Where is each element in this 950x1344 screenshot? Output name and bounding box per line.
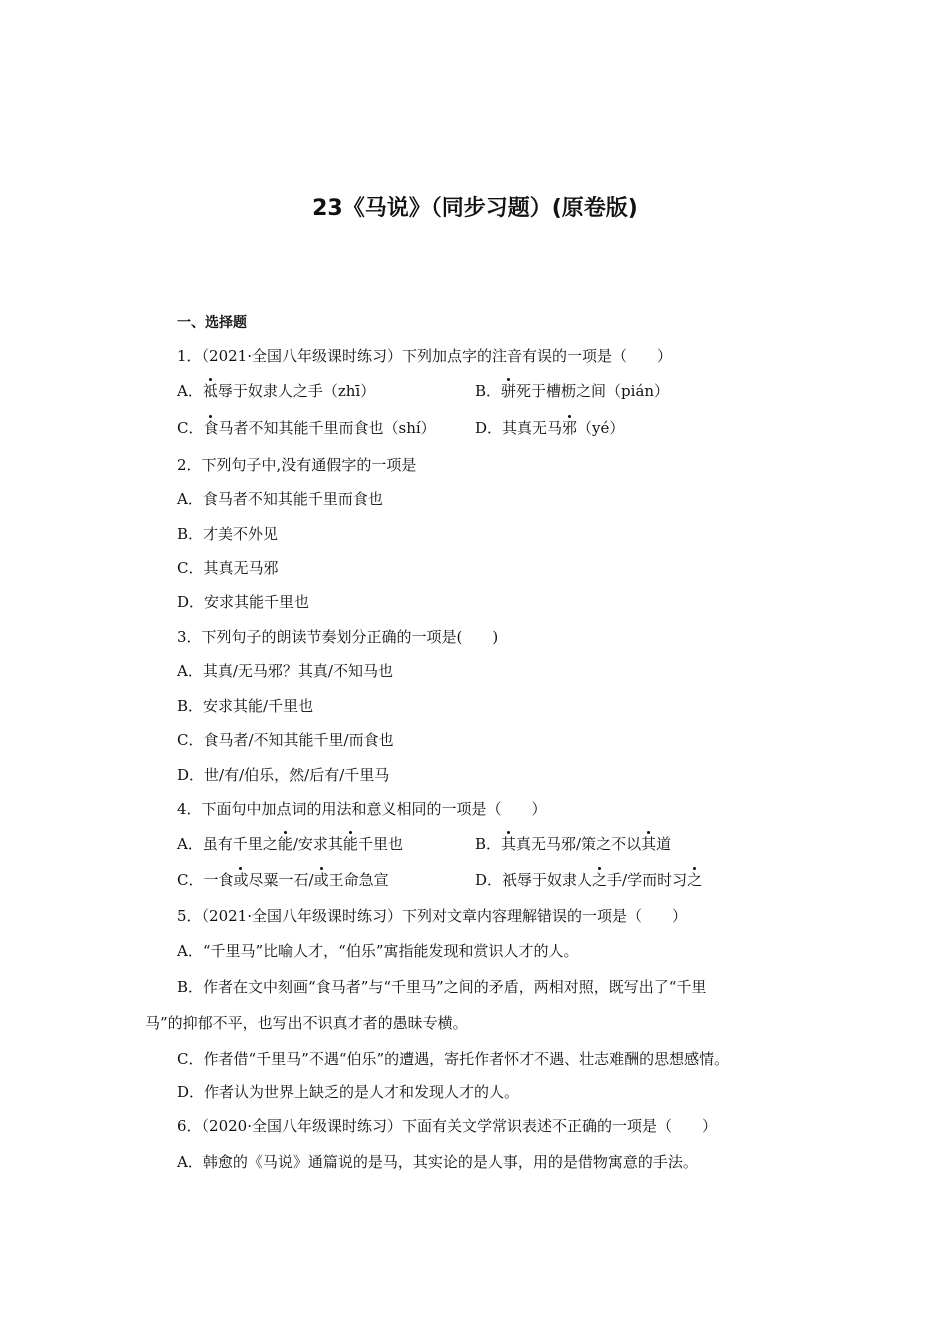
q4-c-text-3: 王命急宣 (328, 871, 389, 889)
q4-b-dotted-1: 其 (501, 835, 517, 853)
q4-a-text-3: 千里也 (357, 835, 403, 853)
q1-b-prefix: B． (475, 382, 502, 400)
q1-b-dotted-char: 骈 (501, 382, 517, 400)
q4-d-text-2: 手/学而时习 (607, 871, 688, 889)
q3-option-d: D．世/有/伯乐，然/后有/千里马 (177, 766, 390, 784)
q4-a-dotted-2: 能 (342, 835, 358, 853)
q1-a-dotted-char: 祗 (202, 382, 218, 400)
q4-a-text-1: A．虽有千里之 (177, 835, 278, 853)
q5-stem: 5．（2021·全国八年级课时练习）下列对文章内容理解错误的一项是（ ） (177, 907, 687, 925)
q2-option-a: A．食马者不知其能千里而食也 (177, 490, 383, 508)
q5-option-a: A．“千里马”比喻人才，“伯乐”寓指能发现和赏识人才的人。 (177, 942, 579, 960)
q1-option-c (177, 418, 436, 438)
q4-stem: 4．下面句中加点词的用法和意义相同的一项是（ ） (177, 800, 547, 818)
q2-option-b: B．才美不外见 (177, 525, 279, 543)
q2-option-d: D．安求其能千里也 (177, 593, 310, 611)
q1-d-rest: （yé） (577, 419, 625, 437)
q1-c-dotted-char: 食 (203, 419, 219, 437)
section-heading: 一、选择题 (177, 315, 247, 331)
q1-b-rest: 死于槽枥之间（pián） (516, 382, 670, 400)
q6-option-a: A．韩愈的《马说》通篇说的是马，其实论的是人事，用的是借物寓意的手法。 (177, 1153, 698, 1171)
q4-option-c (177, 870, 389, 890)
q4-option-a (177, 834, 403, 854)
q4-c-text-2: 尽粟一石/ (248, 871, 314, 889)
q4-d-dotted-2: 之 (687, 871, 703, 889)
q4-d-dotted-1: 之 (592, 871, 608, 889)
q5-option-b-line1: B．作者在文中刻画“食马者”与“千里马”之间的矛盾，两相对照，既写出了“千里 (177, 978, 707, 996)
q6-stem: 6．（2020·全国八年级课时练习）下面有关文学常识表述不正确的一项是（ ） (177, 1117, 717, 1135)
q4-d-text-1: D．祇辱于奴隶人 (475, 871, 593, 889)
q4-option-b (475, 834, 671, 854)
q3-option-c: C．食马者/不知其能千里/而食也 (177, 731, 394, 749)
q3-option-b: B．安求其能/千里也 (177, 697, 314, 715)
q1-a-rest: 辱于奴隶人之手（zhī） (217, 382, 376, 400)
q5-option-d: D．作者认为世界上缺乏的是人才和发现人才的人。 (177, 1083, 520, 1101)
q2-option-c: C．其真无马邪 (177, 559, 279, 577)
q1-option-a (177, 381, 375, 401)
q4-c-text-1: C．一食 (177, 871, 234, 889)
q1-stem: 1．（2021·全国八年级课时练习）下列加点字的注音有误的一项是（ ） (177, 347, 672, 365)
q2-stem: 2．下列句子中,没有通假字的一项是 (177, 456, 417, 474)
q3-option-a: A．其真/无马邪？其真/不知马也 (177, 662, 393, 680)
q4-a-dotted-1: 能 (277, 835, 293, 853)
q1-d-prefix: D．其真无马 (475, 419, 563, 437)
q3-stem: 3．下列句子的朗读节奏划分正确的一项是( ) (177, 628, 499, 646)
q4-b-text-2: 真无马邪/策之不以 (516, 835, 642, 853)
q4-b-text-3: 道 (656, 835, 672, 853)
q1-option-b (475, 381, 669, 401)
page-title: 23《马说》（同步习题）(原卷版) (312, 196, 638, 221)
q4-b-text-1: B． (475, 835, 502, 853)
q4-c-dotted-2: 或 (313, 871, 329, 889)
q1-c-rest: 马者不知其能千里而食也（shí） (218, 419, 436, 437)
q1-option-d (475, 418, 624, 438)
q4-b-dotted-2: 其 (641, 835, 657, 853)
q1-d-dotted-char: 邪 (562, 419, 578, 437)
q1-a-prefix: A． (177, 382, 203, 400)
q4-a-text-2: /安求其 (292, 835, 343, 853)
q4-c-dotted-1: 或 (233, 871, 249, 889)
q5-option-b-line2: 马”的抑郁不平，也写出不识真才者的愚昧专横。 (145, 1014, 468, 1032)
q5-option-c: C．作者借“千里马”不遇“伯乐”的遭遇，寄托作者怀才不遇、壮志难酬的思想感情。 (177, 1050, 730, 1068)
q4-option-d (475, 870, 702, 890)
q1-c-prefix: C． (177, 419, 204, 437)
